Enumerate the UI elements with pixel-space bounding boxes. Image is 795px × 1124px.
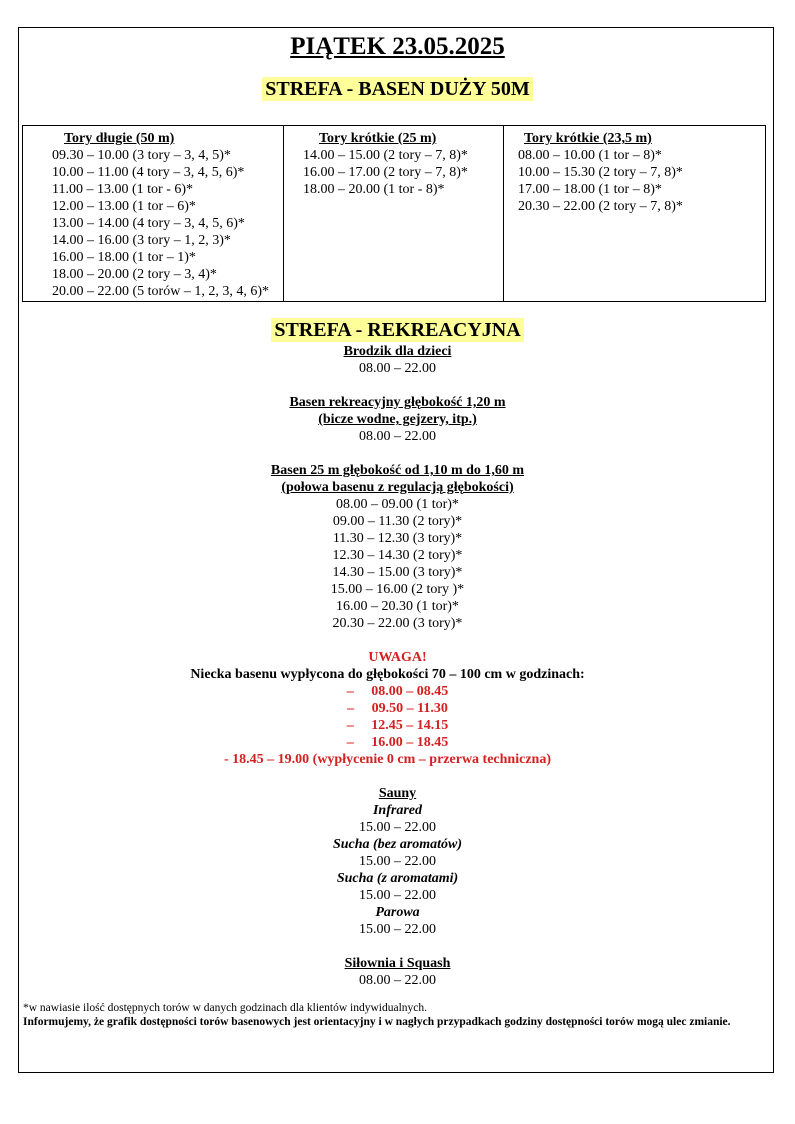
sauna-hours: 15.00 – 22.00 bbox=[359, 888, 436, 903]
silownia-hours: 08.00 – 22.00 bbox=[359, 973, 436, 988]
sauna-name: Sucha (bez aromatów) bbox=[332, 837, 463, 852]
uwaga-time bbox=[0, 734, 795, 751]
recreation-section bbox=[0, 343, 795, 989]
brodzik-hours: 08.00 – 22.00 bbox=[359, 361, 436, 376]
sauna-hours: 15.00 – 22.00 bbox=[359, 820, 436, 835]
lanes-table bbox=[22, 125, 766, 302]
lane-row: 13.00 – 14.00 (4 tory – 3, 4, 5, 6)* bbox=[52, 216, 245, 231]
uwaga-last: - 18.45 – 19.00 (wypłycenie 0 cm – przerwa techniczna) bbox=[224, 752, 551, 767]
basen25-row: 12.30 – 14.30 (2 tory)* bbox=[332, 548, 463, 563]
lane-row: 11.00 – 13.00 (1 tor - 6)* bbox=[52, 182, 194, 197]
lane-row: 10.00 – 11.00 (4 tory – 3, 4, 5, 6)* bbox=[52, 165, 245, 180]
sauna-name: Sucha (z aromatami) bbox=[336, 871, 459, 886]
lanes-header: Tory długie (50 m) bbox=[64, 131, 175, 146]
uwaga-time-value: 16.00 – 18.45 bbox=[371, 735, 449, 750]
uwaga-dash: – bbox=[346, 684, 354, 699]
lane-row: 16.00 – 17.00 (2 tory – 7, 8)* bbox=[303, 165, 468, 180]
lane-row: 18.00 – 20.00 (2 tory – 3, 4)* bbox=[52, 267, 217, 282]
lane-row: 16.00 – 18.00 (1 tor – 1)* bbox=[52, 250, 196, 265]
brodzik-title: Brodzik dla dzieci bbox=[343, 344, 452, 359]
footnote bbox=[23, 1001, 773, 1029]
basen25-title: Basen 25 m głębokość od 1,10 m do 1,60 m bbox=[270, 463, 525, 478]
uwaga-dash: – bbox=[346, 718, 354, 733]
basen25-row: 09.00 – 11.30 (2 tory)* bbox=[332, 514, 463, 529]
lane-row: 18.00 – 20.00 (1 tor - 8)* bbox=[303, 182, 445, 197]
lane-row: 14.00 – 16.00 (3 tory – 1, 2, 3)* bbox=[52, 233, 231, 248]
zone-rec-heading: STREFA - REKREACYJNA bbox=[271, 318, 523, 342]
lane-row: 20.30 – 22.00 (2 tory – 7, 8)* bbox=[518, 199, 683, 214]
basen25-row: 15.00 – 16.00 (2 tory )* bbox=[330, 582, 465, 597]
basen25-row: 14.30 – 15.00 (3 tory)* bbox=[332, 565, 463, 580]
basen25-row: 16.00 – 20.30 (1 tor)* bbox=[336, 599, 459, 614]
basen25-row: 20.30 – 22.00 (3 tory)* bbox=[332, 616, 463, 631]
zone-large-wrap bbox=[0, 77, 795, 101]
lanes-header: Tory krótkie (25 m) bbox=[319, 131, 437, 146]
basen-rek-subtitle: (bicze wodne, gejzery, itp.) bbox=[318, 412, 477, 427]
basen25-row: 08.00 – 09.00 (1 tor)* bbox=[336, 497, 459, 512]
basen25-row: 11.30 – 12.30 (3 tory)* bbox=[332, 531, 463, 546]
uwaga-text: Niecka basenu wypłycona do głębokości 70 – 100 cm w godzinach: bbox=[190, 667, 585, 682]
uwaga-time bbox=[0, 683, 795, 700]
footnote-info: Informujemy, że grafik dostępności torów basenowych jest orientacyjny i w nagłych przypadkach godziny dostępności torów mogą ulec zmianie. bbox=[23, 1016, 731, 1028]
lane-row: 09.30 – 10.00 (3 tory – 3, 4, 5)* bbox=[52, 148, 231, 163]
sauna-hours: 15.00 – 22.00 bbox=[359, 854, 436, 869]
lanes-column-short-25 bbox=[284, 126, 504, 301]
lanes-rows bbox=[52, 147, 269, 300]
uwaga-time-value: 12.45 – 14.15 bbox=[371, 718, 449, 733]
sauna-name: Parowa bbox=[375, 905, 420, 920]
zone-rec-wrap bbox=[0, 318, 795, 342]
uwaga-time-value: 09.50 – 11.30 bbox=[371, 701, 448, 716]
uwaga-label: UWAGA! bbox=[368, 650, 427, 665]
lane-row: 12.00 – 13.00 (1 tor – 6)* bbox=[52, 199, 196, 214]
uwaga-dash: – bbox=[346, 735, 354, 750]
footnote-note: *w nawiasie ilość dostępnych torów w danych godzinach dla klientów indywidualnych. bbox=[23, 1002, 428, 1014]
lanes-column-long bbox=[23, 126, 284, 301]
lanes-header: Tory krótkie (23,5 m) bbox=[524, 131, 652, 146]
lanes-rows bbox=[303, 147, 468, 198]
uwaga-time-value: 08.00 – 08.45 bbox=[371, 684, 449, 699]
lane-row: 17.00 – 18.00 (1 tor – 8)* bbox=[518, 182, 662, 197]
sauna-hours: 15.00 – 22.00 bbox=[359, 922, 436, 937]
page-title: PIĄTEK 23.05.2025 bbox=[290, 33, 505, 60]
basen-rek-hours: 08.00 – 22.00 bbox=[359, 429, 436, 444]
uwaga-time bbox=[0, 700, 795, 717]
zone-large-heading: STREFA - BASEN DUŻY 50M bbox=[262, 77, 532, 101]
sauny-title: Sauny bbox=[378, 786, 417, 801]
lanes-column-short-23 bbox=[504, 126, 765, 301]
lanes-rows bbox=[518, 147, 683, 215]
lane-row: 08.00 – 10.00 (1 tor – 8)* bbox=[518, 148, 662, 163]
lane-row: 10.00 – 15.30 (2 tory – 7, 8)* bbox=[518, 165, 683, 180]
basen-rek-title: Basen rekreacyjny głębokość 1,20 m bbox=[289, 395, 506, 410]
uwaga-time bbox=[0, 717, 795, 734]
lane-row: 20.00 – 22.00 (5 torów – 1, 2, 3, 4, 6)* bbox=[52, 284, 269, 299]
sauna-name: Infrared bbox=[372, 803, 422, 818]
silownia-title: Siłownia i Squash bbox=[344, 956, 451, 971]
uwaga-dash: – bbox=[347, 701, 355, 716]
basen25-subtitle: (połowa basenu z regulacją głębokości) bbox=[281, 480, 514, 495]
lane-row: 14.00 – 15.00 (2 tory – 7, 8)* bbox=[303, 148, 468, 163]
